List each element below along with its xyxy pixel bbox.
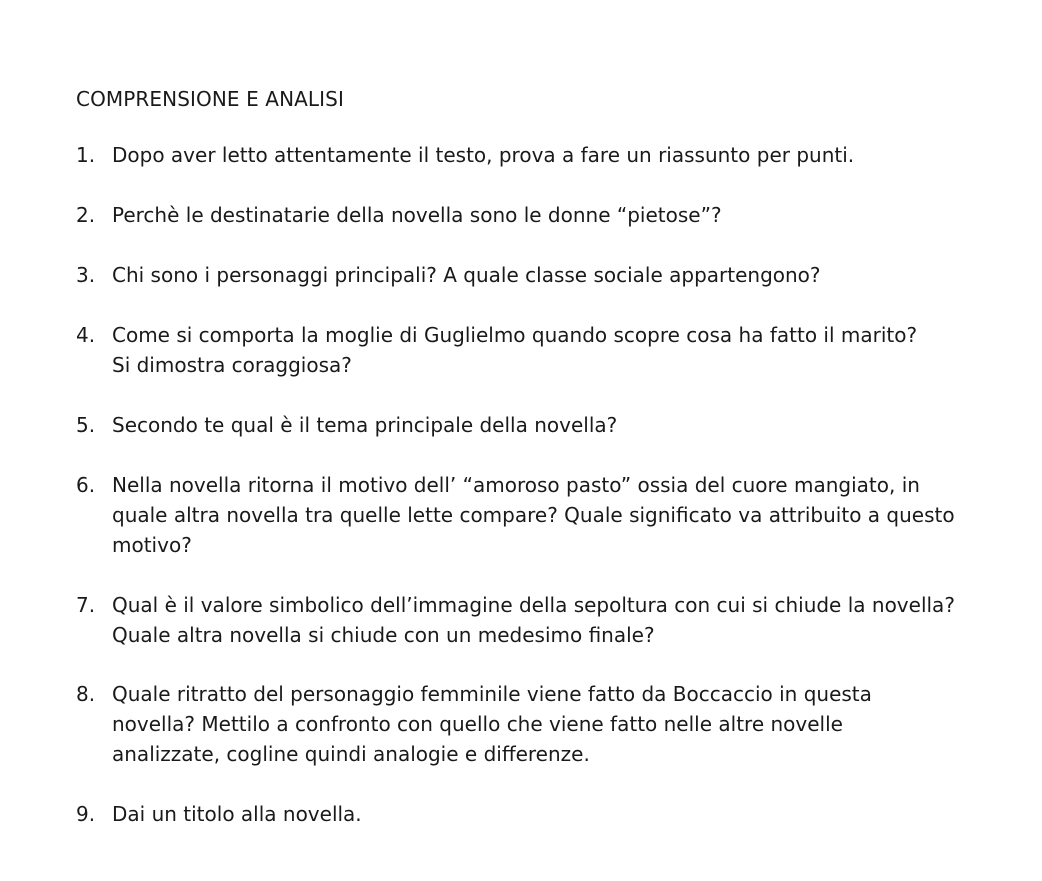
question-line: novella? Mettilo a confronto con quello che viene fatto nelle altre novelle: [112, 712, 843, 736]
question-line: Quale altra novella si chiude con un medesimo finale?: [112, 623, 655, 647]
question-line: Nella novella ritorna il motivo dell’ “amoroso pasto” ossia del cuore mangiato, in: [112, 473, 920, 497]
question-text: [112, 410, 1026, 440]
question-line: analizzate, cogline quindi analogie e differenze.: [112, 742, 590, 766]
question-5: [76, 410, 1026, 440]
question-text: [112, 260, 1026, 290]
question-number: 7.: [76, 593, 96, 617]
question-9: [76, 799, 1026, 829]
question-line: Perchè le destinatarie della novella sono le donne “pietose”?: [112, 203, 722, 227]
question-line: motivo?: [112, 533, 192, 557]
question-line: Dopo aver letto attentamente il testo, prova a fare un riassunto per punti.: [112, 143, 855, 167]
question-text: [112, 799, 1026, 829]
question-line: Dai un titolo alla novella.: [112, 802, 362, 826]
question-line: Qual è il valore simbolico dell’immagine della sepoltura con cui si chiude la novella?: [112, 593, 955, 617]
question-line: Quale ritratto del personaggio femminile viene fatto da Boccaccio in questa: [112, 682, 872, 706]
question-4: [76, 320, 1026, 380]
question-line: quale altra novella tra quelle lette compare? Quale significato va attribuito a questo: [112, 503, 955, 527]
question-text: [112, 320, 1026, 380]
question-number: 8.: [76, 682, 96, 706]
question-text: [112, 590, 1026, 650]
question-number: 3.: [76, 263, 96, 287]
question-number: 2.: [76, 203, 96, 227]
question-1: [76, 140, 1026, 170]
question-8: [76, 679, 1026, 769]
question-text: [112, 140, 1026, 170]
question-line: Si dimostra coraggiosa?: [112, 353, 352, 377]
question-text: [112, 470, 1026, 560]
question-line: Secondo te qual è il tema principale della novella?: [112, 413, 618, 437]
question-6: [76, 470, 1026, 560]
question-text: [112, 200, 1026, 230]
question-number: 5.: [76, 413, 96, 437]
question-number: 1.: [76, 143, 96, 167]
question-7: [76, 590, 1026, 650]
question-line: Come si comporta la moglie di Guglielmo quando scopre cosa ha fatto il marito?: [112, 323, 918, 347]
question-3: [76, 260, 1026, 290]
question-2: [76, 200, 1026, 230]
section-title: COMPRENSIONE E ANALISI: [76, 87, 344, 111]
question-number: 4.: [76, 323, 96, 347]
question-text: [112, 679, 1026, 769]
question-line: Chi sono i personaggi principali? A quale classe sociale appartengono?: [112, 263, 821, 287]
question-number: 9.: [76, 802, 96, 826]
question-number: 6.: [76, 473, 96, 497]
